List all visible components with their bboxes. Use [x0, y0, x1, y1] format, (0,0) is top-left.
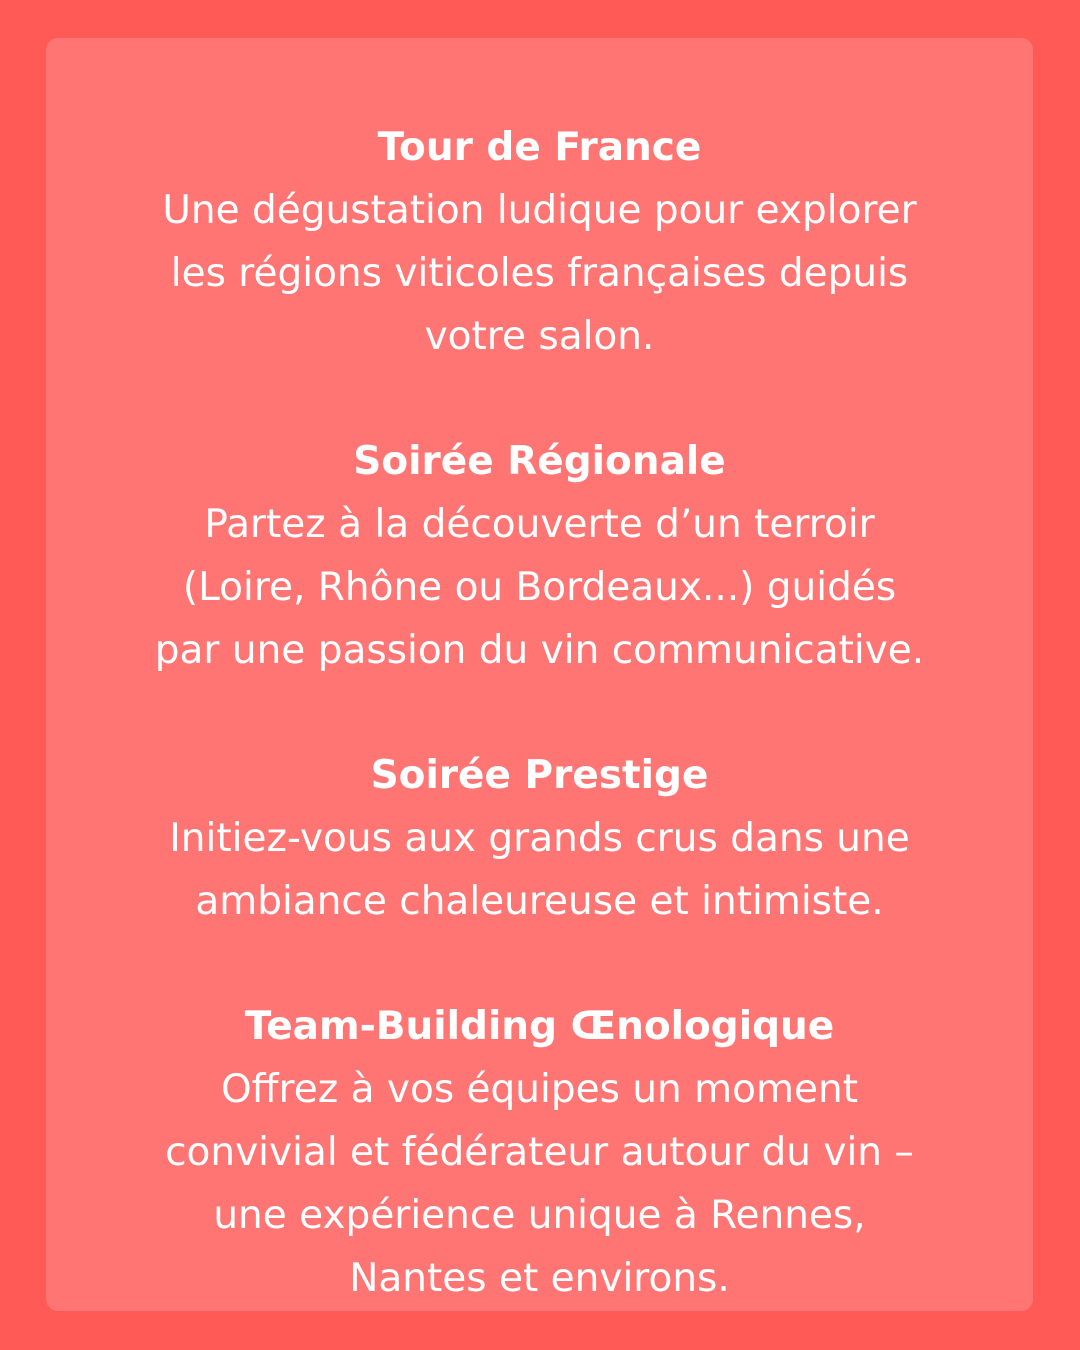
offer-section-soiree-regionale [46, 430, 1033, 682]
offer-section-team-building [46, 995, 1033, 1310]
offer-title: Team-Building Œnologique [244, 1004, 835, 1049]
offer-title: Tour de France [377, 125, 702, 170]
offer-title: Soirée Prestige [370, 753, 709, 798]
offer-section-tour-de-france [46, 116, 1033, 368]
offer-title: Soirée Régionale [353, 439, 726, 484]
offer-section-soiree-prestige [46, 744, 1033, 933]
offer-description: Une dégustation ludique pour explorer les régions viticoles françaises depuis votre salon. [162, 188, 917, 359]
offer-description: Initiez-vous aux grands crus dans une ambiance chaleureuse et intimiste. [169, 816, 910, 924]
offer-description: Partez à la découverte d’un terroir (Loire, Rhône ou Bordeaux...) guidés par une passion du vin communicative. [154, 502, 925, 673]
offer-description: Offrez à vos équipes un moment convivial et fédérateur autour du vin – une expérience unique à Rennes, Nantes et environs. [165, 1067, 914, 1301]
offer-card [46, 38, 1033, 1311]
